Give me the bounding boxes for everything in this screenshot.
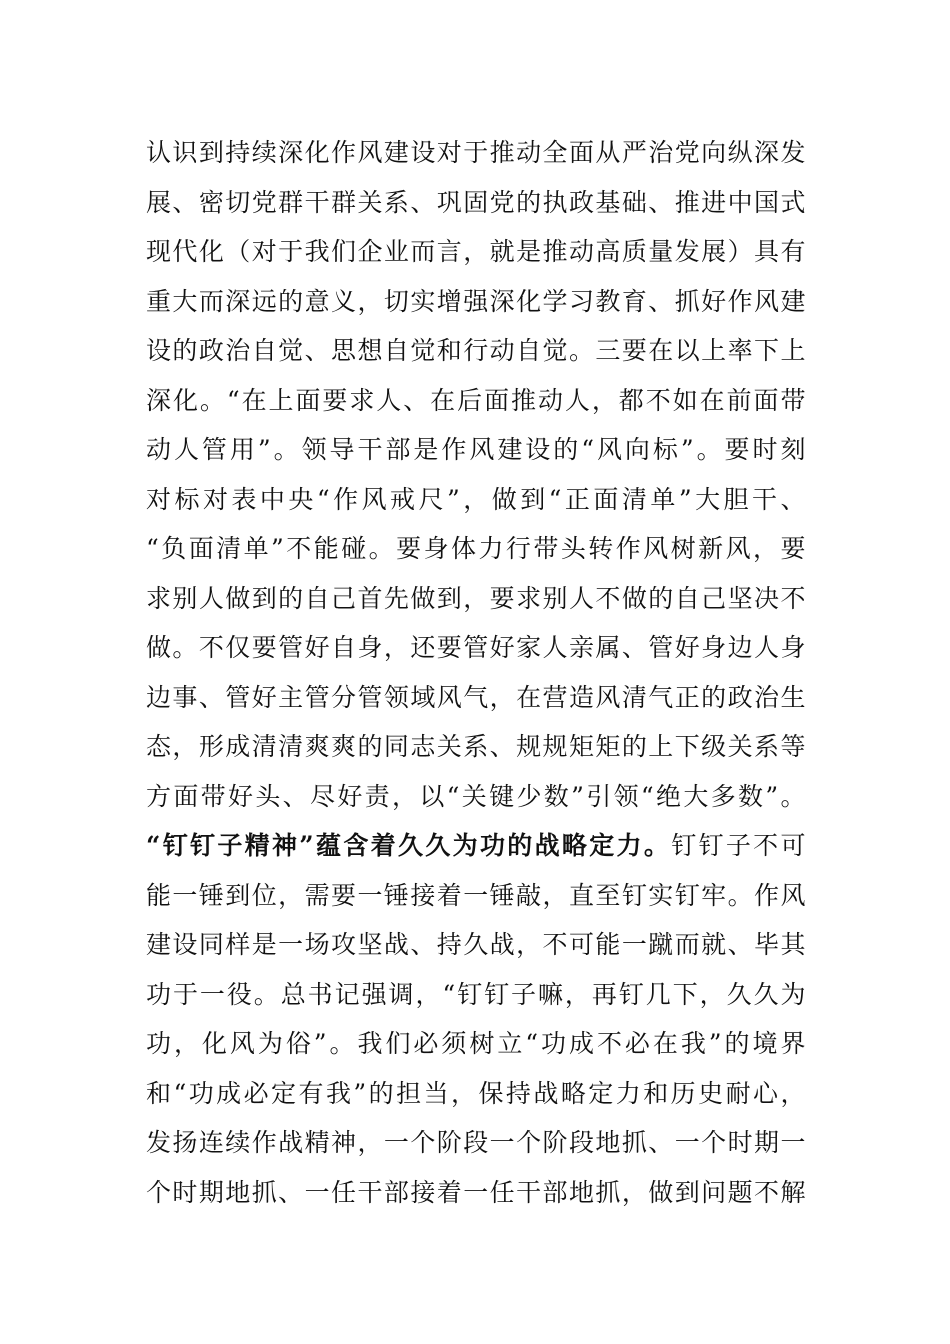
text-line: 和“功成必定有我”的担当，保持战略定力和历史耐心， <box>146 1078 806 1108</box>
text-line: 态，形成清清爽爽的同志关系、规规矩矩的上下级关系等 <box>146 732 806 761</box>
text-line: 功于一役。总书记强调，“钉钉子嘛，再钉几下，久久为 <box>146 979 806 1009</box>
text-line: 做。不仅要管好自身，还要管好家人亲属、管好身边人身 <box>146 633 806 662</box>
text-line: 认识到持续深化作风建设对于推动全面从严治党向纵深发 <box>146 138 806 167</box>
text-line: 展、密切党群干群关系、巩固党的执政基础、推进中国式 <box>146 187 806 217</box>
text-line: 重大而深远的意义，切实增强深化学习教育、抓好作风建 <box>146 286 806 316</box>
text-line: 求别人做到的自己首先做到，要求别人不做的自己坚决不 <box>146 583 806 613</box>
text-line: 对标对表中央“作风戒尺”，做到“正面清单”大胆干、 <box>146 484 806 514</box>
text-line: 边事、管好主管分管领域风气，在营造风清气正的政治生 <box>146 682 806 712</box>
text-line: 建设同样是一场攻坚战、持久战，不可能一蹴而就、毕其 <box>146 930 806 959</box>
text-line: 能一锤到位，需要一锤接着一锤敲，直至钉实钉牢。作风 <box>146 880 806 910</box>
heading-line <box>146 821 806 871</box>
text-line: 方面带好头、尽好责，以“关键少数”引领“绝大多数”。 <box>146 781 806 811</box>
section-heading: “钉钉子精神”蕴含着久久为功的战略定力。 <box>146 831 672 860</box>
text-line: 现代化（对于我们企业而言，就是推动高质量发展）具有 <box>146 237 806 266</box>
body-text <box>146 128 806 1217</box>
text-line: “负面清单”不能碰。要身体力行带头转作风树新风，要 <box>146 534 806 563</box>
text-line: 深化。“在上面要求人、在后面推动人，都不如在前面带 <box>146 385 806 415</box>
text-line: 功，化风为俗”。我们必须树立“功成不必在我”的境界 <box>146 1029 806 1058</box>
text-line: 个时期地抓、一任干部接着一任干部地抓，做到问题不解 <box>146 1177 806 1207</box>
heading-continuation: 钉钉子不可 <box>671 831 806 860</box>
text-line: 设的政治自觉、思想自觉和行动自觉。三要在以上率下上 <box>146 336 806 365</box>
text-line: 发扬连续作战精神，一个阶段一个阶段地抓、一个时期一 <box>146 1128 806 1157</box>
text-line: 动人管用”。领导干部是作风建设的“风向标”。要时刻 <box>146 435 806 464</box>
